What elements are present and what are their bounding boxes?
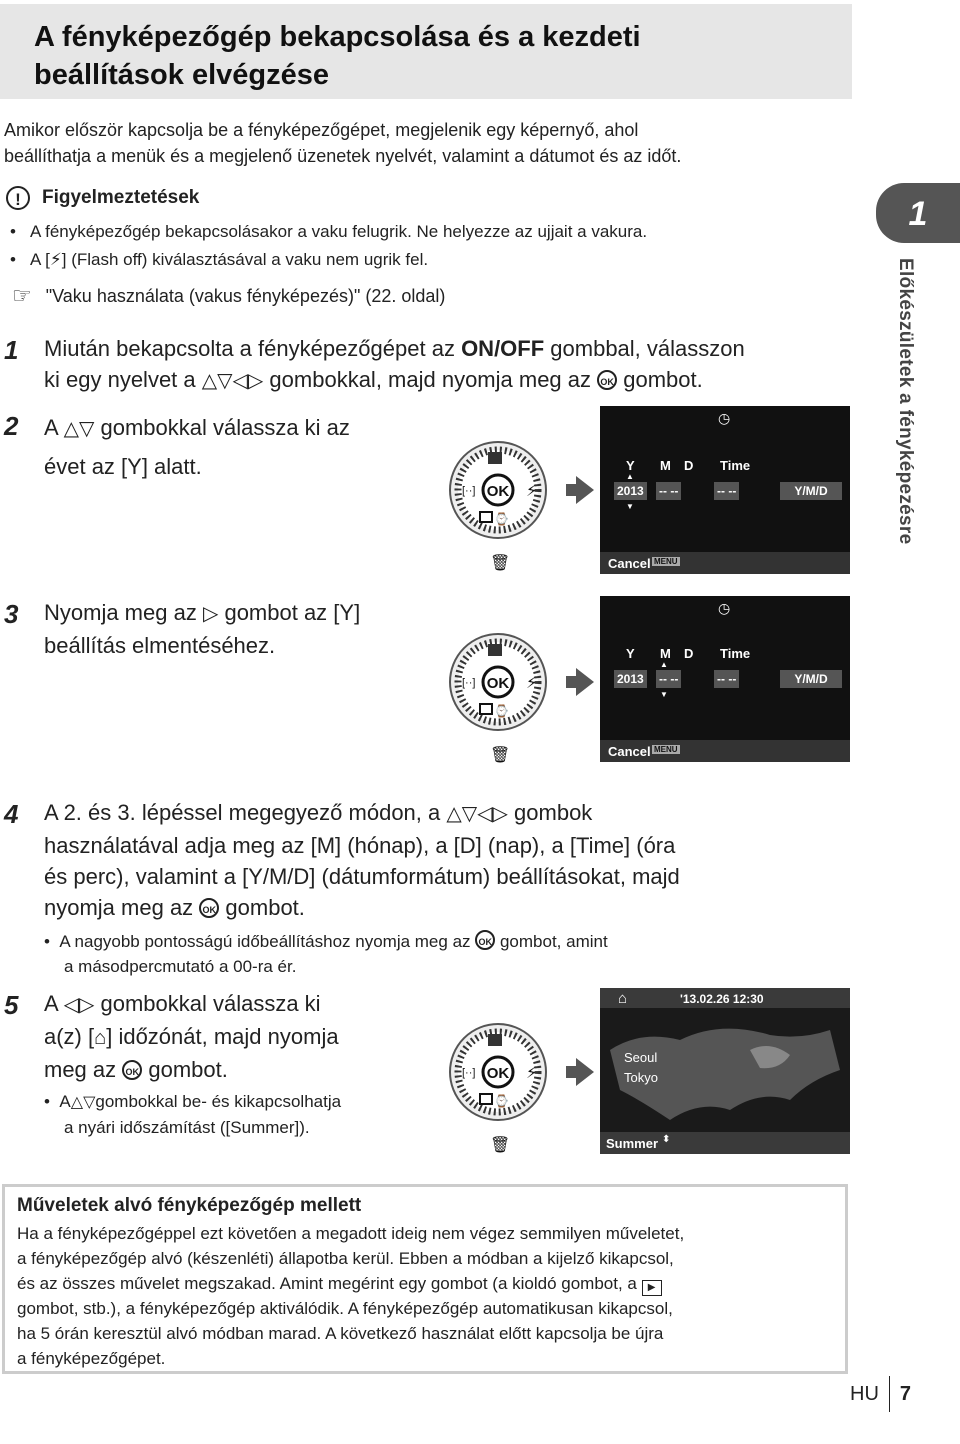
step-2: 2 A △▽ gombokkal válassza ki az évet az [Y] alatt. [4, 411, 350, 479]
svg-text:🗑: 🗑 [490, 555, 511, 572]
page-title: A fényképezőgép bekapcsolása és a kezdeti beállítások elvégzése [34, 21, 641, 91]
screen-footer: Summer ⬍ [600, 1132, 850, 1154]
warning-icon: ! [6, 186, 30, 210]
intro-paragraph: Amikor először kapcsolja be a fényképezőgépet, megjelenik egy képernyő, ahol beállíthatja a menük és a megjelenő üzenetek nyelvét, valamint a dátumot és az időt. [4, 120, 682, 166]
svg-text:OK: OK [486, 675, 510, 692]
page-number: 7 [899, 1382, 912, 1405]
flow-arrow-icon [576, 476, 594, 504]
step-5-note: • A△▽gombokkal be- és kikapcsolhatja a nyári időszámítást ([Summer]). [44, 1092, 342, 1137]
flow-arrow-icon [576, 668, 594, 696]
flow-arrow-icon [576, 1058, 594, 1086]
svg-text:[··]: [··] [462, 1067, 476, 1079]
left-arrow-icon: ◁ [477, 803, 493, 825]
chapter-tab: 1 [876, 183, 960, 243]
clock-icon: ◷ [718, 410, 731, 426]
home-icon: ⌂ [94, 1027, 107, 1049]
svg-text:🗑: 🗑 [490, 1137, 511, 1154]
language-code: HU [850, 1382, 879, 1405]
step-5: 5 A ◁▷ gombokkal válassza ki a(z) [⌂] időzónát, majd nyomja meg az OK gombot. • A△▽gombokkal be- és kikapcsolhatja a nyári időszámítást ([Summer]). [0, 988, 430, 1140]
step-4-note: • A nagyobb pontosságú időbeállításhoz nyomja meg az OK gombot, amint a másodpercmutató a 00-ra ér. [44, 932, 608, 976]
control-dial-diagram [440, 620, 560, 765]
ok-button-icon: OK [597, 370, 617, 390]
down-arrow-icon: ▼ [626, 502, 634, 511]
date-screen-2: ◷ Y M D Time 2013 -- -- -- -- Y/M/D ▲ ▼ Cancel MENU [600, 596, 850, 762]
down-arrow-icon: ▽ [78, 418, 95, 440]
down-arrow-icon: ▽ [83, 1094, 96, 1111]
warning-item: • A [⚡] (Flash off) kiválasztásával a vaku nem ugrik fel. [10, 246, 810, 274]
left-arrow-icon: ◁ [63, 994, 79, 1016]
svg-text:⌚: ⌚ [494, 1094, 509, 1108]
screen-footer: Cancel MENU [600, 552, 850, 574]
control-dial-diagram [440, 1010, 560, 1155]
ok-button-icon: OK [475, 930, 495, 950]
right-arrow-icon: ▷ [492, 803, 508, 825]
sleep-mode-box [2, 1184, 848, 1374]
page-reference: ☞ "Vaku használata (vakus fényképezés)" (22. oldal) [12, 283, 446, 308]
svg-text:⌚: ⌚ [494, 512, 509, 526]
page-footer [850, 1380, 911, 1408]
svg-text:OK: OK [486, 483, 510, 500]
warning-item: • A fényképezőgép bekapcsolásakor a vaku felugrik. Ne helyezze az ujjait a vakura. [10, 218, 810, 246]
ok-button-icon: OK [122, 1060, 142, 1080]
up-arrow-icon: ▲ [626, 472, 634, 481]
svg-text:⚡: ⚡ [526, 483, 538, 500]
warnings-heading: ! Figyelmeztetések [6, 186, 199, 210]
hand-icon: ☞ [12, 283, 32, 308]
up-down-icon: ⬍ [662, 1134, 671, 1145]
step-3: 3 Nyomja meg az ▷ gombot az [Y] beállítás elmentéséhez. [4, 599, 361, 658]
ok-button-icon: OK [199, 898, 219, 918]
box-heading: Műveletek alvó fényképezőgép mellett [17, 1195, 362, 1216]
right-arrow-icon: ▷ [202, 603, 219, 625]
home-icon: ⌂ [618, 990, 628, 1007]
down-arrow-icon: ▽ [461, 803, 478, 825]
right-arrow-icon: ▷ [247, 370, 264, 392]
svg-text:🗑: 🗑 [490, 747, 511, 764]
up-arrow-icon: △ [201, 370, 218, 392]
clock-icon: ◷ [718, 600, 731, 616]
left-arrow-icon: ◁ [232, 370, 248, 392]
chapter-title: Előkészületek a fényképezésre [895, 258, 916, 545]
box-text: Ha a fényképezőgéppel ezt követően a megadott ideig nem végez semmilyen műveletet, a fényképezőgép alvó (készenléti) állapotba kerül. Ebben a módban a kijelző kikapcsol, és az összes művelet megszakad. Amint megérint egy gombot (a kioldó gombot, a ▶ gombot, stb.), a fényképezőgép aktiválódik. A fényképezőgép automatikusan kikapcsol, ha 5 órán keresztül alvó módban marad. A következő használat előtt kapcsolja be újra a fényképezőgépet. [17, 1224, 685, 1368]
title-banner [0, 4, 852, 99]
down-arrow-icon: ▽ [217, 370, 233, 392]
screen-footer: Cancel MENU [600, 740, 850, 762]
svg-text:⌚: ⌚ [494, 704, 509, 718]
world-time-screen: ⌂ '13.02.26 12:30 Seoul Tokyo Summer ⬍ [600, 988, 850, 1154]
svg-text:[··]: [··] [462, 485, 476, 497]
warnings-list [10, 218, 810, 274]
svg-text:⚡: ⚡ [526, 675, 538, 692]
up-arrow-icon: ▲ [660, 660, 668, 669]
right-arrow-icon: ▷ [78, 994, 95, 1016]
svg-text:[··]: [··] [462, 677, 476, 689]
play-icon: ▶ [642, 1280, 662, 1296]
step-4: 4 A 2. és 3. lépéssel megegyező módon, a △▽◁▷ gombok használatával adja meg az [M] (hónap), a [D] (nap), a [Time] (óra és perc), valamint a [Y/M/D] (dátumformátum) beállításokat, majd nyomja meg az OK gombot. • A nagyobb pontosságú időbeállításhoz nyomja meg az OK gombot, amint a másodpercmutató a 00-ra ér. [0, 797, 820, 979]
up-arrow-icon: △ [63, 418, 79, 440]
step-1: 1 Miután bekapcsolta a fényképezőgépet az ON/OFF gombbal, válasszon ki egy nyelvet a △▽◁▷ gombokkal, majd nyomja meg az OK gombot. [0, 333, 860, 397]
down-arrow-icon: ▼ [660, 690, 668, 699]
control-dial-diagram [440, 428, 560, 573]
date-screen-1: ◷ Y M D Time 2013 -- -- -- -- Y/M/D ▲ ▼ Cancel MENU [600, 406, 850, 574]
svg-text:⚡: ⚡ [526, 1065, 538, 1082]
up-arrow-icon: △ [70, 1094, 84, 1111]
svg-text:OK: OK [486, 1065, 510, 1082]
up-arrow-icon: △ [446, 803, 462, 825]
